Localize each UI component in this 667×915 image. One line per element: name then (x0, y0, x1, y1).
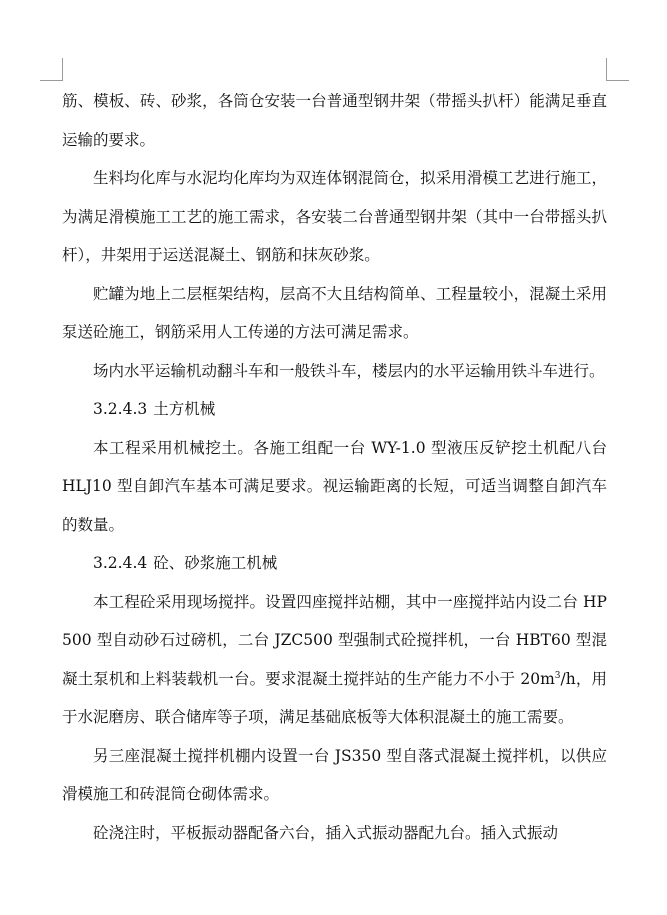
section-number: 3.2.4.3 (93, 400, 148, 418)
margin-corner-top-right (606, 58, 629, 81)
paragraph-text-part: 本工程砼采用现场搅拌。设置四座搅拌站棚，其中一座搅拌站内设二台 HP500 型自动砂石过磅机，二台 JZC500 型强制式砼搅拌机，一台 HBT60 型混凝土泵机和上料装载机一台。要求混凝土搅拌站的生产能力不小于 20m (62, 592, 607, 688)
superscript-exponent: 3 (554, 670, 561, 681)
section-heading-concrete (62, 544, 607, 583)
paragraph-continued: 筋、模板、砖、砂浆，各筒仓安装一台普通型钢井架（带摇头扒杆）能满足垂直运输的要求。 (62, 92, 607, 149)
paragraph-earthwork-machinery: 本工程采用机械挖土。各施工组配一台 WY-1.0 型液压反铲挖土机配八台 HLJ10 型自卸汽车基本可满足要求。视运输距离的长短，可适当调整自卸汽车的数量。 (62, 438, 607, 534)
paragraph-vibrators: 砼浇注时，平板振动器配备六台，插入式振动器配九台。插入式振动 (93, 823, 559, 842)
paragraph-mixing-station (62, 583, 607, 737)
margin-corner-top-left (40, 58, 63, 81)
section-heading-earthwork (62, 390, 607, 429)
section-title: 砼、砂浆施工机械 (153, 554, 278, 572)
section-title: 土方机械 (153, 400, 216, 418)
paragraph-silo-lifting: 生料均化库与水泥均化库均为双连体钢混筒仓，拟采用滑模工艺进行施工，为满足滑模施工工艺的施工需求，各安装二台普通型钢井架（其中一台带摇头扒杆），井架用于运送混凝土、钢筋和抹灰砂浆。 (62, 169, 607, 264)
section-number: 3.2.4.4 (93, 554, 148, 572)
document-body (62, 82, 607, 852)
paragraph-horizontal-transport: 场内水平运输机动翻斗车和一般铁斗车，楼层内的水平运输用铁斗车进行。 (93, 361, 605, 380)
paragraph-tank-structure: 贮罐为地上二层框架结构，层高不大且结构简单、工程量较小，混凝土采用泵送砼施工，钢筋采用人工传递的方法可满足需求。 (62, 284, 607, 341)
paragraph-other-mixers: 另三座混凝土搅拌机棚内设置一台 JS350 型自落式混凝土搅拌机，以供应滑模施工和砖混筒仓砌体需求。 (62, 746, 607, 803)
paragraph-text-part: /h，用于水泥磨房、联合储库等子项，满足基础底板等大体积混凝土的施工需要。 (62, 669, 607, 726)
